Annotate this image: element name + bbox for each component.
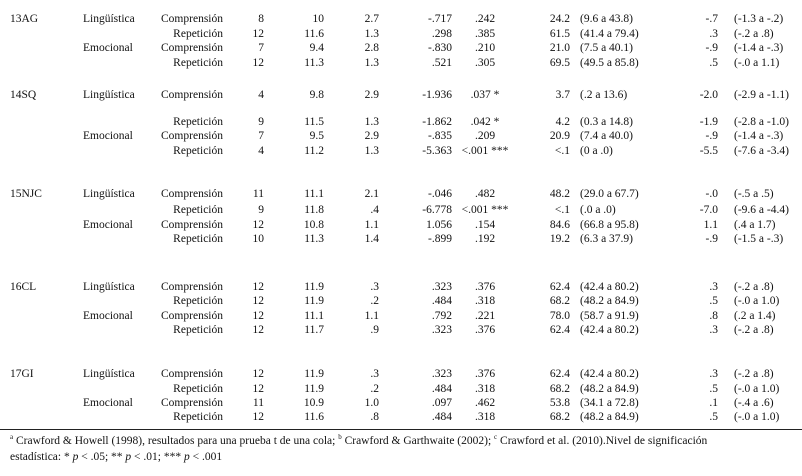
cell-n: 11: [252, 397, 264, 409]
cell-mean: 11.9: [304, 383, 324, 395]
footnote-mark-c: c: [494, 433, 498, 441]
modality-label: Emocional: [83, 130, 133, 142]
cell-task: Comprensión: [161, 368, 223, 380]
cell-p: .376: [474, 281, 496, 293]
cell-sd: 2.9: [364, 89, 379, 101]
cell-task: Repetición: [173, 28, 223, 40]
cell-sd: .3: [370, 368, 379, 380]
cell-ci-z: (-9.6 a -4.4): [734, 204, 789, 216]
cell-pct: 20.9: [549, 130, 570, 142]
cell-n: 9: [258, 204, 264, 216]
cell-sd: 2.8: [364, 42, 379, 54]
cell-p: .376: [474, 324, 496, 336]
cell-z: .8: [709, 310, 718, 322]
cell-n: 7: [258, 42, 264, 54]
cell-pct: 24.2: [549, 13, 570, 25]
footnote-text-a: Crawford & Howell (1998), resultados para una prueba t de una cola;: [13, 435, 339, 447]
cell-sd: 1.3: [364, 116, 379, 128]
case-id: 16CL: [10, 281, 37, 293]
cell-z: -7.0: [699, 204, 718, 216]
cell-p: .305: [474, 57, 496, 69]
cell-ci-z: (-.2 a .8): [734, 281, 774, 293]
cell-sd: .8: [370, 411, 379, 423]
cell-sd: 1.3: [364, 57, 379, 69]
cell-mean: 10.9: [303, 397, 324, 409]
cell-t: -.717: [428, 13, 452, 25]
cell-ci-pct: (48.2 a 84.9): [580, 383, 639, 395]
cell-t: .323: [431, 368, 452, 380]
cell-pct: 4.2: [555, 116, 570, 128]
cell-task: Repetición: [173, 324, 223, 336]
cell-ci-pct: (48.2 a 84.9): [580, 411, 639, 423]
cell-p: .209: [474, 130, 496, 142]
cell-ci-z: (-.5 a .5): [734, 188, 774, 200]
cell-t: -.830: [428, 42, 452, 54]
cell-p: .376: [474, 368, 496, 380]
cell-ci-z: (-1.4 a -.3): [734, 130, 784, 142]
cell-p: .318: [474, 411, 496, 423]
cell-z: .3: [709, 28, 718, 40]
modality-label: Lingüística: [83, 188, 135, 200]
cell-pct: <.1: [554, 204, 570, 216]
cell-sd: 1.0: [364, 397, 379, 409]
cell-ci-z: (-1.3 a -.2): [734, 13, 784, 25]
cell-z: -5.5: [699, 145, 718, 157]
cell-n: 12: [252, 281, 264, 293]
cell-pct: 78.0: [549, 310, 570, 322]
cell-z: .3: [709, 368, 718, 380]
cell-p: .154: [474, 219, 496, 231]
cell-mean: 11.5: [304, 116, 324, 128]
cell-ci-z: (-.2 a .8): [734, 368, 774, 380]
cell-p: .462: [474, 397, 496, 409]
cell-pct: 62.4: [549, 281, 570, 293]
cell-n: 12: [252, 324, 264, 336]
cell-z: .3: [709, 281, 718, 293]
modality-label: Emocional: [83, 42, 133, 54]
cell-mean: 11.9: [304, 368, 324, 380]
cell-p: .385: [474, 28, 496, 40]
cell-n: 4: [258, 89, 264, 101]
modality-label: Lingüística: [83, 89, 135, 101]
cell-p: .221: [474, 310, 496, 322]
cell-n: 12: [252, 383, 264, 395]
cell-n: 4: [258, 145, 264, 157]
cell-z: .3: [709, 324, 718, 336]
footnote-mark-a: a: [10, 433, 14, 441]
cell-task: Repetición: [173, 383, 223, 395]
cell-sd: 1.1: [364, 310, 379, 322]
cell-z: .5: [709, 57, 718, 69]
cell-mean: 11.7: [304, 324, 324, 336]
cell-ci-pct: (.0 a .0): [580, 204, 616, 216]
cell-n: 12: [252, 295, 264, 307]
cell-t: .323: [431, 281, 452, 293]
cell-t: -1.862: [422, 116, 452, 128]
cell-ci-z: (-7.6 a -3.4): [734, 145, 789, 157]
cell-mean: 11.9: [304, 281, 324, 293]
cell-ci-z: (-2.9 a -1.1): [734, 89, 789, 101]
cell-pct: 48.2: [549, 188, 570, 200]
cell-p: <.001 ***: [461, 204, 509, 216]
cell-pct: 84.6: [549, 219, 570, 231]
cell-sd: .9: [370, 324, 379, 336]
cell-mean: 10: [312, 13, 324, 25]
cell-sd: 1.3: [364, 28, 379, 40]
cell-ci-pct: (7.5 a 40.1): [580, 42, 634, 54]
cell-t: .521: [431, 57, 452, 69]
cell-task: Repetición: [173, 116, 223, 128]
cell-pct: 62.4: [549, 324, 570, 336]
cell-ci-z: (-.0 a 1.1): [734, 57, 780, 69]
cell-task: Comprensión: [161, 130, 223, 142]
cell-p: .318: [474, 383, 496, 395]
cell-t: -6.778: [422, 204, 452, 216]
modality-label: Lingüística: [83, 281, 135, 293]
footnote-threshold-3: < .001: [189, 451, 223, 463]
cell-sd: .3: [370, 281, 379, 293]
cell-task: Comprensión: [161, 281, 223, 293]
cell-z: 1.1: [703, 219, 718, 231]
table-bottom-rule: [0, 429, 802, 430]
cell-pct: 61.5: [549, 28, 570, 40]
cell-sd: 2.7: [364, 13, 379, 25]
cell-t: .792: [431, 310, 452, 322]
cell-pct: 62.4: [549, 368, 570, 380]
cell-ci-pct: (9.6 a 43.8): [580, 13, 634, 25]
modality-label: Emocional: [83, 397, 133, 409]
cell-task: Comprensión: [161, 397, 223, 409]
cell-task: Comprensión: [161, 89, 223, 101]
cell-mean: 9.4: [309, 42, 324, 54]
cell-n: 12: [252, 368, 264, 380]
cell-ci-z: (-1.5 a -.3): [734, 233, 784, 245]
cell-ci-z: (-1.4 a -.3): [734, 42, 784, 54]
cell-p: <.001 ***: [461, 145, 509, 157]
cell-t: -5.363: [422, 145, 452, 157]
cell-n: 9: [258, 116, 264, 128]
cell-mean: 11.6: [304, 411, 324, 423]
cell-task: Comprensión: [161, 219, 223, 231]
cell-pct: 68.2: [549, 383, 570, 395]
cell-pct: 69.5: [549, 57, 570, 69]
cell-pct: 21.0: [549, 42, 570, 54]
cell-task: Repetición: [173, 233, 223, 245]
cell-ci-pct: (48.2 a 84.9): [580, 295, 639, 307]
cell-mean: 11.8: [304, 204, 324, 216]
cell-n: 12: [252, 219, 264, 231]
cell-ci-z: (-.0 a 1.0): [734, 411, 780, 423]
cell-pct: 3.7: [555, 89, 570, 101]
cell-n: 10: [252, 233, 264, 245]
cell-mean: 11.3: [304, 57, 324, 69]
modality-label: Lingüística: [83, 13, 135, 25]
cell-ci-pct: (34.1 a 72.8): [580, 397, 639, 409]
cell-t: -.899: [428, 233, 452, 245]
cell-mean: 9.5: [309, 130, 324, 142]
cell-ci-pct: (42.4 a 80.2): [580, 368, 639, 380]
cell-task: Comprensión: [161, 310, 223, 322]
case-id: 15NJC: [10, 188, 42, 200]
cell-t: -1.936: [422, 89, 452, 101]
footnote-line2-prefix: estadística: *: [10, 451, 73, 463]
cell-task: Comprensión: [161, 13, 223, 25]
case-id: 14SQ: [10, 89, 37, 101]
cell-ci-pct: (0.3 a 14.8): [580, 116, 634, 128]
cell-mean: 10.8: [303, 219, 324, 231]
cell-sd: 1.4: [364, 233, 379, 245]
cell-t: -.835: [428, 130, 452, 142]
cell-task: Repetición: [173, 204, 223, 216]
cell-p: .318: [474, 295, 496, 307]
cell-t: .484: [431, 383, 452, 395]
cell-z: -2.0: [699, 89, 718, 101]
cell-p: .037 *: [470, 89, 500, 101]
cell-z: .5: [709, 295, 718, 307]
cell-task: Comprensión: [161, 42, 223, 54]
cell-n: 12: [252, 310, 264, 322]
cell-ci-pct: (41.4 a 79.4): [580, 28, 639, 40]
cell-z: -.7: [705, 13, 718, 25]
cell-p: .192: [474, 233, 496, 245]
cell-ci-z: (.4 a 1.7): [734, 219, 776, 231]
cell-p: .482: [474, 188, 496, 200]
cell-pct: <.1: [554, 145, 570, 157]
cell-sd: .2: [370, 383, 379, 395]
footnote-threshold-2: < .01; ***: [131, 451, 184, 463]
cell-mean: 11.6: [304, 28, 324, 40]
cell-sd: 2.1: [364, 188, 379, 200]
footnote-p-1: p: [72, 451, 79, 463]
cell-n: 11: [252, 188, 264, 200]
cell-z: -.9: [705, 233, 718, 245]
cell-p: .042 *: [470, 116, 500, 128]
cell-n: 12: [252, 28, 264, 40]
cell-n: 12: [252, 57, 264, 69]
footnote-p-3: p: [183, 451, 190, 463]
cell-z: .1: [709, 397, 718, 409]
cell-ci-z: (.2 a 1.4): [734, 310, 776, 322]
cell-mean: 11.1: [304, 310, 324, 322]
cell-ci-pct: (6.3 a 37.9): [580, 233, 634, 245]
cell-n: 7: [258, 130, 264, 142]
modality-label: Emocional: [83, 310, 133, 322]
cell-ci-z: (-.2 a .8): [734, 28, 774, 40]
cell-t: .484: [431, 295, 452, 307]
cell-pct: 68.2: [549, 411, 570, 423]
cell-sd: .2: [370, 295, 379, 307]
cell-sd: 2.9: [364, 130, 379, 142]
cell-ci-pct: (29.0 a 67.7): [580, 188, 639, 200]
cell-task: Repetición: [173, 295, 223, 307]
cell-ci-z: (-2.8 a -1.0): [734, 116, 789, 128]
cell-z: -.9: [705, 42, 718, 54]
cell-mean: 11.9: [304, 295, 324, 307]
modality-label: Lingüística: [83, 368, 135, 380]
cell-ci-z: (-.2 a .8): [734, 324, 774, 336]
cell-ci-z: (-.0 a 1.0): [734, 383, 780, 395]
cell-z: .5: [709, 383, 718, 395]
cell-p: .210: [474, 42, 496, 54]
footnote-mark-b: b: [338, 433, 342, 441]
cell-pct: 68.2: [549, 295, 570, 307]
cell-p: .242: [474, 13, 496, 25]
cell-task: Repetición: [173, 411, 223, 423]
cell-task: Comprensión: [161, 188, 223, 200]
cell-ci-z: (-.4 a .6): [734, 397, 774, 409]
cell-ci-pct: (66.8 a 95.8): [580, 219, 639, 231]
footnote-threshold-1: < .05; **: [78, 451, 126, 463]
cell-z: -.0: [705, 188, 718, 200]
cell-task: Repetición: [173, 145, 223, 157]
footnote-text-b: Crawford & Garthwaite (2002);: [341, 435, 495, 447]
case-id: 13AG: [10, 13, 39, 25]
footnote-text-c: Crawford et al. (2010).Nivel de significación: [497, 435, 708, 447]
cell-t: .097: [431, 397, 452, 409]
cell-ci-pct: (58.7 a 91.9): [580, 310, 639, 322]
cell-sd: 1.1: [364, 219, 379, 231]
cell-n: 12: [252, 411, 264, 423]
cell-ci-pct: (42.4 a 80.2): [580, 281, 639, 293]
cell-pct: 19.2: [549, 233, 570, 245]
cell-ci-pct: (49.5 a 85.8): [580, 57, 639, 69]
cell-t: -.046: [428, 188, 452, 200]
footnote-line-2: [10, 450, 222, 464]
cell-sd: .4: [370, 204, 379, 216]
cell-t: .484: [431, 411, 452, 423]
cell-z: -1.9: [699, 116, 718, 128]
cell-ci-pct: (.2 a 13.6): [580, 89, 628, 101]
cell-mean: 9.8: [309, 89, 324, 101]
cell-mean: 11.1: [304, 188, 324, 200]
footnote-p-2: p: [125, 451, 132, 463]
cell-ci-pct: (42.4 a 80.2): [580, 324, 639, 336]
footnote-line-1: [10, 434, 707, 448]
cell-n: 8: [258, 13, 264, 25]
cell-ci-pct: (0 a .0): [580, 145, 613, 157]
cell-ci-z: (-.0 a 1.0): [734, 295, 780, 307]
cell-pct: 53.8: [549, 397, 570, 409]
cell-z: -.9: [705, 130, 718, 142]
cell-t: 1.056: [426, 219, 452, 231]
cell-sd: 1.3: [364, 145, 379, 157]
cell-mean: 11.3: [304, 233, 324, 245]
cell-t: .323: [431, 324, 452, 336]
case-id: 17GI: [10, 368, 34, 380]
cell-mean: 11.2: [304, 145, 324, 157]
cell-ci-pct: (7.4 a 40.0): [580, 130, 634, 142]
cell-task: Repetición: [173, 57, 223, 69]
cell-z: .5: [709, 411, 718, 423]
cell-t: .298: [431, 28, 452, 40]
modality-label: Emocional: [83, 219, 133, 231]
